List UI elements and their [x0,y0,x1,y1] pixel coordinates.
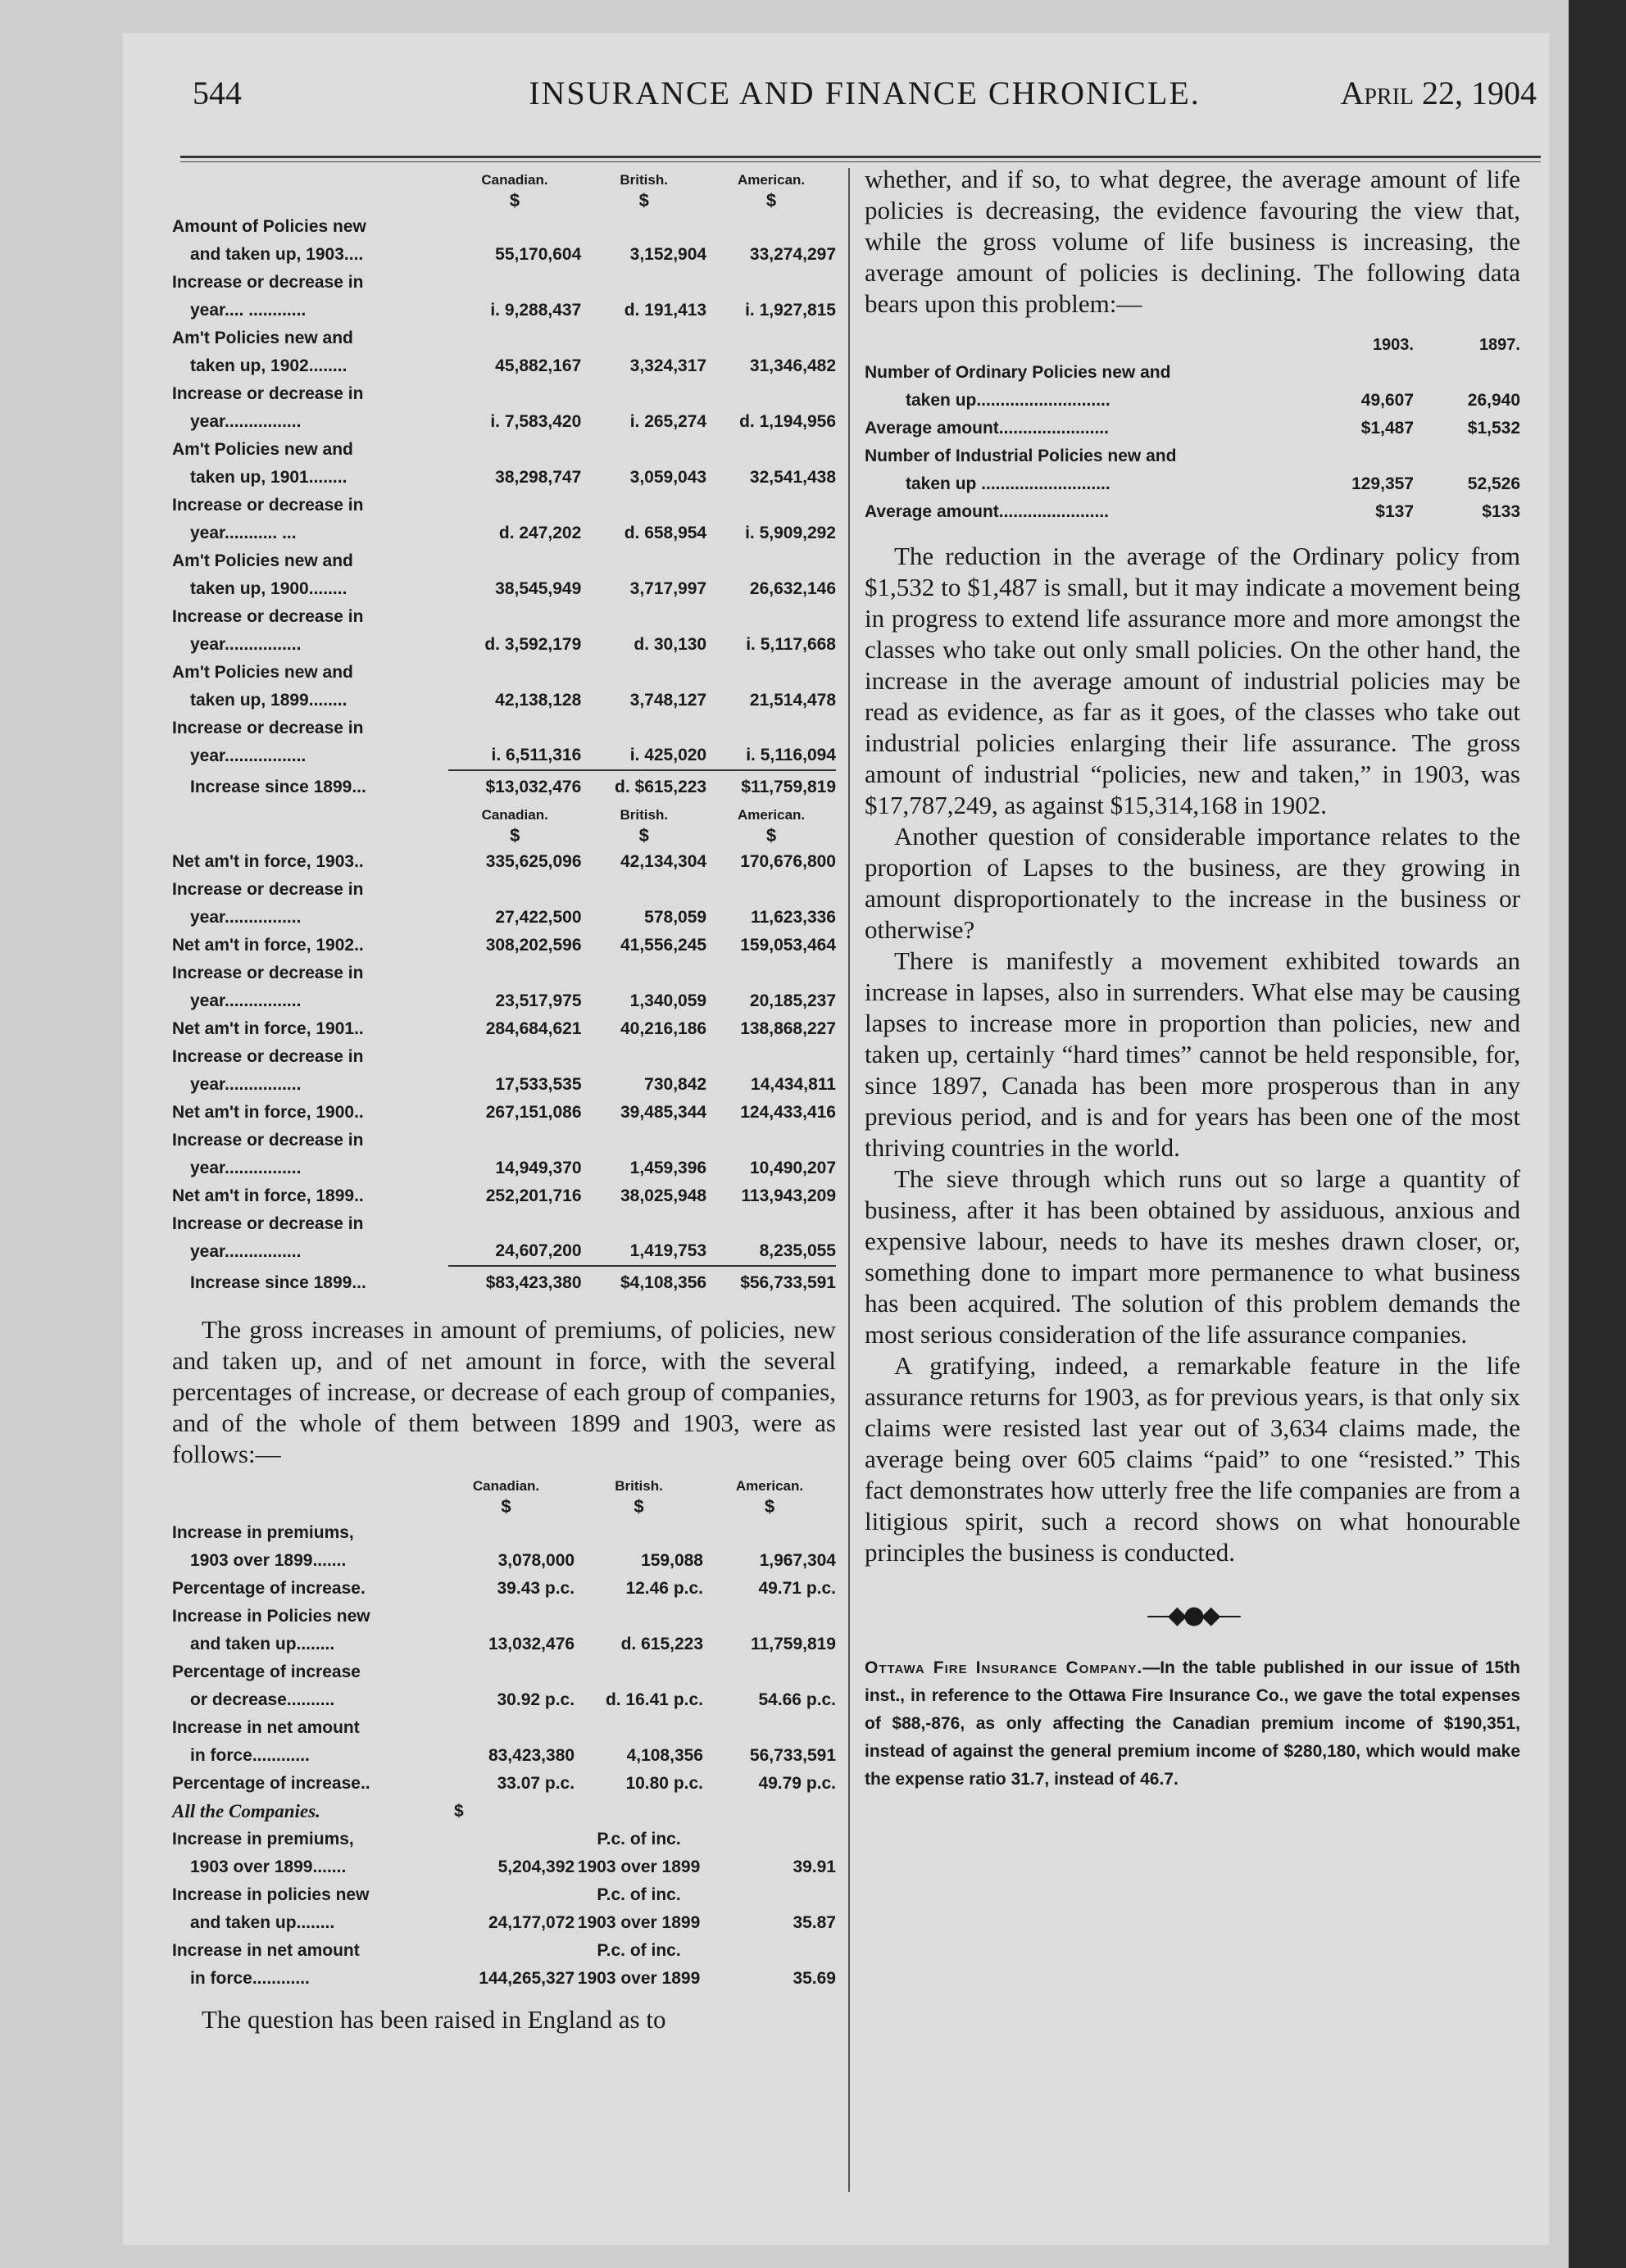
currency-symbol: $ [510,825,520,846]
column-header: Canadian. [472,1478,540,1494]
table-row [172,876,836,932]
row-label-continued: 1903 over 1899....... [190,1551,347,1570]
table-header-row [172,172,836,188]
table-header-row [865,331,1520,359]
total-value: $11,759,819 [741,778,836,796]
cell-value: 4,108,356 [626,1746,703,1765]
row-label: Increase in net amount [172,1718,360,1737]
row-label-continued: year........... ... [190,524,297,542]
table-row [172,269,836,324]
column-header: 1903. [1372,336,1414,354]
cell-value: i. 5,117,668 [746,635,836,654]
row-label: Amount of Policies new [172,217,366,236]
currency-symbol: $ [634,1496,644,1517]
cell-value: $133 [1482,502,1520,521]
row-label: Am't Policies new and [172,551,353,570]
cell-value: 1,340,059 [629,991,707,1010]
row-label: Increase or decrease in [172,496,364,515]
cell-value: 14,949,370 [495,1159,582,1177]
column-divider [848,168,850,2192]
notice-body: —In the table published in our issue of 15th inst., in reference to the Ottawa Fire Insurance Co., we gave the total expenses of $88,-876, as only affecting the Canadian premium income of $190,351, instead of against the general premium income of $280,180, which would make the expense ratio 31.7, instead of 46.7. [865,1658,1520,1789]
table-row [172,932,836,959]
cell-value: 129,357 [1351,474,1414,493]
cell-value: 11,759,819 [751,1635,836,1653]
row-label-continued: year................ [190,635,302,654]
cell-value: $1,487 [1360,419,1414,438]
cell-value: 10,490,207 [749,1159,836,1177]
cell-value: 284,684,621 [485,1019,582,1038]
row-label-continued: taken up, 1902........ [190,356,347,375]
column-header: American. [735,1478,804,1494]
table-row [865,415,1520,442]
cell-value: 308,202,596 [485,936,582,955]
cell-value: 138,868,227 [740,1019,836,1038]
table-row [172,380,836,436]
row-label: Increase or decrease in [172,607,364,626]
cell-value: i. 5,909,292 [745,524,836,542]
cell-value: 35.87 [793,1913,836,1932]
right-column [865,164,1520,1794]
cell-value: 8,235,055 [759,1241,836,1260]
cell-value: 14,434,811 [751,1075,836,1094]
cell-value: 42,134,304 [620,852,707,871]
table-row [172,547,836,603]
table-row [172,1881,836,1937]
header-rule [180,156,1541,158]
total-label: Increase since 1899... [190,1273,366,1292]
pct-caption: P.c. of inc. [597,1941,681,1960]
paragraph-text: The question has been raised in England as to [202,2005,666,2034]
cell-value: 56,733,591 [749,1746,836,1765]
policies-new-table [172,172,836,804]
row-label: Average amount....................... [865,419,1109,438]
table-row [172,848,836,876]
paragraph-text: whether, and if so, to what degree, the average amount of life policies is decreasing, the evidence favouring the view that, while the gross volume of life business is increasing, the average amount of policies is declining. The following data bears upon this problem:— [865,165,1520,318]
cell-value: i. 5,116,094 [746,746,836,764]
cell-value: d. 1,194,956 [739,412,836,431]
row-label-continued: and taken up........ [190,1913,335,1932]
currency-row [172,188,836,213]
row-label: Increase or decrease in [172,1214,364,1233]
row-label: Increase in net amount [172,1941,360,1960]
table-header-row [172,1478,836,1495]
row-label-continued: taken up, 1901........ [190,468,347,487]
row-label: Number of Ordinary Policies new and [865,363,1171,382]
total-label: Increase since 1899... [190,778,366,796]
cell-value: 13,032,476 [488,1635,575,1653]
column-header: Canadian. [481,172,548,188]
cell-value: 40,216,186 [620,1019,707,1038]
paragraph-text: Another question of considerable importance relates to the proportion of Lapses to the business, are they growing in amount disproportionately to the increase in the business or otherwise? [865,822,1520,944]
table-row [172,1714,836,1770]
paragraph-text: The reduction in the average of the Ordinary policy from $1,532 to $1,487 is small, but it may indicate a movement being in progress to extend life assurance more and more amongst the classes who take out only small policies. On the other hand, the increase in the average amount of industrial policies may be read as evidence, as far as it goes, of the classes who take out industrial policies enlarging their life assurance. The gross amount of industrial “policies, new and taken,” in 1903, was $17,787,249, as against $15,314,168 in 1902. [865,542,1520,819]
currency-symbol: $ [764,1496,775,1517]
cell-value: 335,625,096 [485,852,582,871]
cell-value: i. 9,288,437 [490,301,582,320]
total-value: $4,108,356 [620,1273,707,1292]
row-label-continued: year................ [190,908,302,927]
row-label: Net am't in force, 1902.. [172,936,364,955]
cell-value: d. 30,130 [634,635,707,654]
row-label: Increase or decrease in [172,880,364,899]
table-row [172,213,836,269]
cell-value: 159,088 [641,1551,703,1570]
row-label: Am't Policies new and [172,440,353,459]
cell-value: i. 6,511,316 [491,746,582,764]
row-label: Increase in policies new [172,1885,370,1904]
cell-value: 11,623,336 [751,908,836,927]
row-label-continued: taken up............................ [906,391,1110,410]
currency-symbol: $ [509,190,520,211]
cell-value: d. 3,592,179 [484,635,582,654]
column-header: 1897. [1478,336,1520,354]
intro-paragraph [865,164,1520,320]
row-label: Percentage of increase [172,1662,361,1681]
paragraph-text: There is manifestly a movement exhibited towards an increase in lapses, also in surrenders. What else may be causing lapses to increase more in proportion than policies, new and taken up, certainly “hard times” cannot be held responsible, for, since 1897, Canada has been more prosperous than in any previous period, and is and for years has been one of the most thriving countries in the world. [865,946,1520,1162]
question-paragraph [172,2004,836,2035]
currency-row [172,823,836,848]
column-header: British. [615,1478,663,1494]
cell-value: 267,151,086 [485,1103,582,1122]
pct-caption-years: 1903 over 1899 [577,1969,701,1988]
cell-value: 30.92 p.c. [497,1690,575,1709]
cell-value: 3,078,000 [497,1551,575,1570]
pct-caption-years: 1903 over 1899 [577,1857,701,1876]
column-header: Canadian. [481,807,548,823]
cell-value: 5,204,392 [497,1857,575,1876]
table-row [172,1603,836,1658]
cell-value: 144,265,327 [479,1969,575,1988]
row-label: Increase or decrease in [172,719,364,737]
table-row [865,442,1520,498]
cell-value: 252,201,716 [485,1186,582,1205]
row-label: Increase or decrease in [172,384,364,403]
currency-symbol: $ [638,190,649,211]
cell-value: 39.91 [793,1857,836,1876]
row-label-continued: year.... ............ [190,301,307,320]
cell-value: 159,053,464 [740,936,836,955]
row-label-continued: in force............ [190,1969,310,1988]
cell-value: 32,541,438 [749,468,836,487]
all-companies-row [172,1798,836,1826]
cell-value: 39,485,344 [620,1103,707,1122]
row-label: Increase or decrease in [172,1047,364,1066]
row-label: Increase or decrease in [172,273,364,292]
article-body [865,541,1520,1568]
newspaper-page [123,33,1549,2245]
cell-value: 113,943,209 [741,1186,836,1205]
cell-value: 54.66 p.c. [758,1690,836,1709]
cell-value: 21,514,478 [749,691,836,710]
row-label: Am't Policies new and [172,329,353,347]
row-label: Percentage of increase.. [172,1774,370,1793]
cell-value: 730,842 [644,1075,707,1094]
currency-symbol: $ [454,1802,464,1821]
cell-value: d. 191,413 [624,301,707,320]
table-row [172,1182,836,1210]
currency-symbol: $ [501,1496,511,1517]
total-row [172,770,836,804]
cell-value: 578,059 [644,908,707,927]
cell-value: 38,545,949 [495,579,582,598]
row-label: Net am't in force, 1901.. [172,1019,364,1038]
table-row [172,1770,836,1798]
table-row [172,1127,836,1182]
cell-value: 3,748,127 [629,691,707,710]
cell-value: 41,556,245 [620,936,707,955]
row-label-continued: taken up, 1899........ [190,691,347,710]
cell-value: 170,676,800 [740,852,836,871]
row-label: Net am't in force, 1899.. [172,1186,364,1205]
table-row [865,498,1520,526]
table-row [172,603,836,659]
cell-value: 124,433,416 [740,1103,836,1122]
cell-value: 26,632,146 [749,579,836,598]
cell-value: 33.07 p.c. [497,1774,575,1793]
paragraph-text: The gross increases in amount of premiums, of policies, new and taken up, and of net amount in force, with the several percentages of increase, or decrease of each group of companies, and of the whole of them between 1899 and 1903, were as follows:— [172,1315,836,1468]
table-row [172,492,836,547]
cell-value: d. 615,223 [620,1635,703,1653]
pct-caption-years: 1903 over 1899 [577,1913,701,1932]
cell-value: 35.69 [793,1969,836,1988]
cell-value: 38,025,948 [620,1186,707,1205]
cell-value: 45,882,167 [495,356,582,375]
section-ornament: —◆●◆— [1146,1601,1239,1630]
row-label: Average amount....................... [865,502,1109,521]
row-label: Net am't in force, 1903.. [172,852,364,871]
table-row [172,324,836,380]
cell-value: 1,459,396 [629,1159,707,1177]
table-row [172,959,836,1015]
table-row [172,659,836,714]
cell-value: 49,607 [1360,391,1414,410]
pct-caption: P.c. of inc. [597,1885,681,1904]
paragraph-text: A gratifying, indeed, a remarkable feature in the life assurance returns for 1903, as for previous years, is that only six claims were resisted last year out of 3,634 claims made, the average being over 605 claims “paid” to one “resisted.” This fact demonstrates how utterly free the life companies are from a litigious spirit, such a record shows on what honourable principles the business is conducted. [865,1351,1520,1567]
row-label-continued: taken up, 1900........ [190,579,347,598]
table-row [172,436,836,492]
row-label-continued: in force............ [190,1746,310,1765]
cell-value: 42,138,128 [495,691,582,710]
gross-increases-paragraph [172,1314,836,1470]
cell-value: 1,419,753 [629,1241,707,1260]
row-label-continued: year................ [190,1159,302,1177]
cell-value: 39.43 p.c. [497,1579,575,1598]
cell-value: i. 425,020 [629,746,707,764]
publication-title: INSURANCE AND FINANCE CHRONICLE. [529,75,1201,111]
cell-value: 24,177,072 [488,1913,575,1932]
cell-value: i. 7,583,420 [490,412,582,431]
cell-value: 49.71 p.c. [758,1579,836,1598]
page-header [193,74,1537,123]
cell-value: 24,607,200 [495,1241,582,1260]
table-row [172,1519,836,1575]
cell-value: i. 265,274 [629,412,707,431]
cell-value: 31,346,482 [749,356,836,375]
issue-date: April 22, 1904 [1340,75,1537,111]
table-header-row [172,807,836,823]
cell-value: 12.46 p.c. [625,1579,703,1598]
table-row [172,1015,836,1043]
row-label: Increase in premiums, [172,1830,354,1848]
page-number: 544 [193,75,242,111]
cell-value: $137 [1375,502,1414,521]
cell-value: 23,517,975 [495,991,582,1010]
cell-value: 17,533,535 [495,1075,582,1094]
column-header: British. [620,807,669,823]
pct-caption: P.c. of inc. [597,1830,681,1848]
currency-symbol: $ [765,190,777,211]
row-label-continued: and taken up, 1903.... [190,245,364,264]
row-label-continued: year................ [190,412,302,431]
cell-value: 55,170,604 [495,245,582,264]
row-label-continued: year................ [190,991,302,1010]
total-value: d. $615,223 [615,778,707,796]
cell-value: 27,422,500 [495,908,582,927]
cell-value: 10.80 p.c. [625,1774,703,1793]
cell-value: 3,152,904 [629,245,707,264]
cell-value: 20,185,237 [749,991,836,1010]
row-label-continued: 1903 over 1899....... [190,1857,347,1876]
table-row [172,1658,836,1714]
cell-value: 26,940 [1467,391,1520,410]
row-label: Net am't in force, 1900.. [172,1103,364,1122]
left-column [172,172,836,2035]
table-row [172,1826,836,1881]
row-label-continued: year................. [190,746,307,765]
currency-row [172,1495,836,1519]
header-rule-thin [180,161,1541,162]
total-value: $13,032,476 [485,778,582,796]
page-edge-shadow [1569,0,1626,2268]
table-row [172,714,836,770]
table-row [172,1043,836,1099]
row-label-continued: year................ [190,1242,302,1261]
cell-value: 33,274,297 [749,245,836,264]
column-header: American. [737,807,806,823]
cell-value: 3,324,317 [629,356,707,375]
cell-value: d. 658,954 [624,524,707,542]
cell-value: 3,717,997 [629,579,707,598]
gross-increases-table [172,1478,836,1993]
ottawa-fire-notice [865,1654,1520,1794]
paragraph-text: The sieve through which runs out so large a quantity of business, after it has been obtained by assiduous, anxious and expensive labour, needs to have its meshes drawn closer, or, something done to impart more permanence to what business has been acquired. The solution of this problem demands the most serious consideration of the life assurance companies. [865,1164,1520,1349]
row-label-continued: and taken up........ [190,1635,335,1653]
total-row [172,1266,836,1300]
table-row [865,359,1520,415]
column-header: British. [620,172,668,188]
cell-value: 3,059,043 [629,468,707,487]
row-label: Increase or decrease in [172,964,364,982]
notice-heading: Ottawa Fire Insurance Company. [865,1658,1143,1677]
table-row [172,1575,836,1603]
cell-value: 38,298,747 [495,468,582,487]
cell-value: d. 247,202 [498,524,582,542]
row-label: Number of Industrial Policies new and [865,447,1177,465]
row-label-continued: taken up ........................... [906,474,1110,493]
row-label: Increase in Policies new [172,1607,370,1626]
total-value: $56,733,591 [740,1273,836,1292]
table-row [172,1099,836,1127]
column-header: American. [737,172,806,188]
cell-value: i. 1,927,815 [745,301,836,320]
cell-value: d. 16.41 p.c. [605,1690,703,1709]
all-companies-label: All the Companies. [172,1801,320,1821]
cell-value: $1,532 [1467,419,1520,438]
net-amount-in-force-table [172,807,836,1300]
average-policy-table [865,331,1520,526]
table-row [172,1210,836,1266]
total-value: $83,423,380 [485,1273,582,1292]
table-row [172,1937,836,1993]
row-label: Am't Policies new and [172,663,353,682]
row-label: Increase in premiums, [172,1523,354,1542]
cell-value: 83,423,380 [488,1746,575,1765]
row-label-continued: or decrease.......... [190,1690,335,1709]
row-label-continued: year................ [190,1075,302,1094]
row-label: Percentage of increase. [172,1579,366,1598]
currency-symbol: $ [638,825,649,846]
currency-symbol: $ [765,825,777,846]
cell-value: 52,526 [1467,474,1520,493]
row-label: Increase or decrease in [172,1131,364,1150]
cell-value: 49.79 p.c. [758,1774,836,1793]
cell-value: 1,967,304 [759,1551,836,1570]
